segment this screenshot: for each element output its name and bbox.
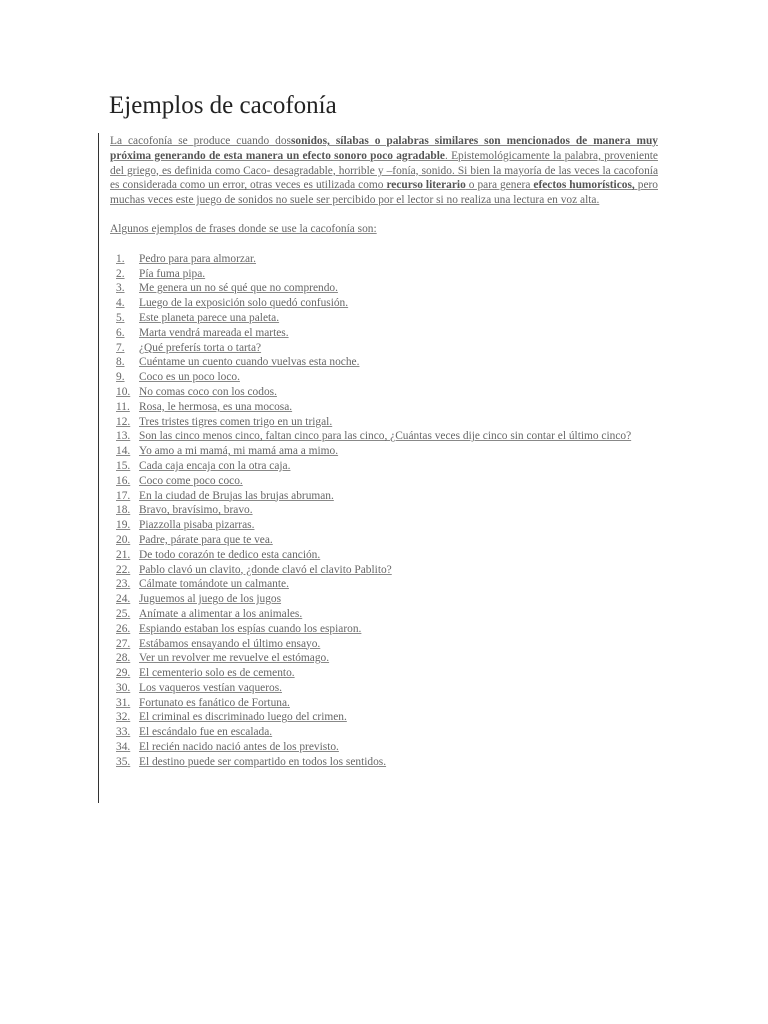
list-item-number: 35. (116, 755, 131, 768)
list-item-number: 11. (116, 400, 130, 413)
list-item-text: De todo corazón te dedico esta canción. (139, 548, 321, 561)
list-item-number: 32. (116, 711, 131, 724)
list-item (110, 637, 658, 652)
list-item-text: Espiando estaban los espías cuando los espiaron. (139, 622, 362, 635)
page-title: Ejemplos de cacofonía (109, 92, 337, 119)
list-item-text: Yo amo a mi mamá, mi mamá ama a mimo. (139, 445, 339, 458)
list-item-text: Cuéntame un cuento cuando vuelvas esta noche. (139, 356, 360, 369)
list-item (110, 281, 658, 296)
list-item (110, 607, 658, 622)
list-item-number: 9. (116, 371, 125, 384)
list-item-number: 21. (116, 548, 131, 561)
intro-text-4: pero muchas veces este juego de sonidos no suele ser percibido por el lector si no realiza una lectura en voz alta. (110, 179, 658, 207)
list-item-text: Marta vendrá mareada el martes. (139, 326, 289, 339)
list-item-number: 17. (116, 489, 131, 502)
intro-bold-3: efectos humorísticos, (533, 179, 635, 192)
list-item-text: Son las cinco menos cinco, faltan cinco para las cinco, ¿Cuántas veces dije cinco sin contar el último cinco? (139, 430, 632, 443)
intro-bold-1: sonidos, sílabas o palabras similares son mencionados de manera muy próxima generando de esta manera un efecto sonoro poco agradable (110, 135, 658, 162)
list-item (110, 400, 658, 415)
list-item-number: 4. (116, 297, 125, 310)
list-item-text: ¿Qué preferís torta o tarta? (139, 341, 262, 354)
list-item-text: Anímate a alimentar a los animales. (139, 607, 303, 620)
list-item (110, 252, 658, 267)
list-item-number: 8. (116, 356, 125, 369)
list-item (110, 696, 658, 711)
list-item (110, 548, 658, 563)
list-item-number: 26. (116, 622, 131, 635)
list-item-text: Luego de la exposición solo quedó confusión. (139, 297, 349, 310)
list-item-text: El escándalo fue en escalada. (139, 726, 273, 739)
list-item (110, 385, 658, 400)
list-item-text: El recién nacido nació antes de los previsto. (139, 741, 339, 754)
list-item-text: Rosa, le hermosa, es una mocosa. (139, 400, 293, 413)
list-item-text: Pedro para para almorzar. (139, 252, 257, 265)
list-item-text: Este planeta parece una paleta. (139, 311, 280, 324)
list-item-text: Me genera un no sé qué que no comprendo. (139, 282, 338, 295)
list-item-text: No comas coco con los codos. (139, 385, 277, 398)
list-item (110, 651, 658, 666)
list-item (110, 341, 658, 356)
list-item-number: 16. (116, 474, 131, 487)
list-item (110, 459, 658, 474)
list-item (110, 489, 658, 504)
list-item-number: 29. (116, 667, 131, 680)
list-item (110, 415, 658, 430)
intro-paragraph (110, 134, 658, 208)
list-item-number: 7. (116, 341, 125, 354)
list-item (110, 592, 658, 607)
list-item-number: 34. (116, 741, 131, 754)
list-item-text: Cálmate tomándote un calmante. (139, 578, 289, 591)
list-item-text: El cementerio solo es de cemento. (139, 667, 295, 680)
list-item-number: 1. (116, 252, 125, 265)
list-item-number: 18. (116, 504, 131, 517)
list-item (110, 577, 658, 592)
document-body (110, 134, 658, 770)
list-item-text: Los vaqueros vestían vaqueros. (139, 681, 282, 694)
list-item-number: 14. (116, 445, 131, 458)
list-item (110, 326, 658, 341)
list-item-number: 19. (116, 519, 131, 532)
list-item-text: Pablo clavó un clavito, ¿donde clavó el clavito Pablito? (139, 563, 392, 576)
list-item-text: El destino puede ser compartido en todos los sentidos. (139, 755, 387, 768)
list-item (110, 622, 658, 637)
list-item-number: 6. (116, 326, 125, 339)
list-item (110, 681, 658, 696)
list-item-number: 33. (116, 726, 131, 739)
list-item-text: Pía fuma pipa. (139, 267, 206, 280)
list-item-text: Coco es un poco loco. (139, 371, 240, 384)
list-item-number: 27. (116, 637, 131, 650)
list-item-number: 5. (116, 311, 125, 324)
list-item (110, 296, 658, 311)
list-item-number: 3. (116, 282, 125, 295)
list-item (110, 666, 658, 681)
list-item (110, 710, 658, 725)
list-item (110, 755, 658, 770)
list-item-text: Fortunato es fanático de Fortuna. (139, 696, 290, 709)
list-item (110, 267, 658, 282)
list-item-text: Bravo, bravísimo, bravo. (139, 504, 253, 517)
list-item (110, 311, 658, 326)
examples-lead: Algunos ejemplos de frases donde se use la cacofonía son: (110, 222, 377, 235)
list-item-text: Cada caja encaja con la otra caja. (139, 459, 291, 472)
list-item-number: 15. (116, 459, 131, 472)
examples-list (110, 252, 658, 770)
list-item-number: 30. (116, 681, 131, 694)
list-item-text: Estábamos ensayando el último ensayo. (139, 637, 321, 650)
list-item-number: 10. (116, 385, 131, 398)
list-item (110, 444, 658, 459)
list-item (110, 429, 658, 444)
list-item-text: Padre, párate para que te vea. (139, 533, 273, 546)
list-item-number: 22. (116, 563, 131, 576)
list-item-number: 23. (116, 578, 131, 591)
list-item-text: El criminal es discriminado luego del crimen. (139, 711, 347, 724)
list-item-text: Coco come poco coco. (139, 474, 243, 487)
list-item (110, 474, 658, 489)
list-item (110, 563, 658, 578)
list-item (110, 503, 658, 518)
list-item-number: 20. (116, 533, 131, 546)
intro-text-1: La cacofonía se produce cuando dos (110, 135, 291, 147)
list-item (110, 725, 658, 740)
list-item (110, 533, 658, 548)
list-item-number: 2. (116, 267, 125, 280)
revision-change-bar (98, 133, 99, 803)
intro-text-2: . Epistemológicamente la palabra, proveniente del griego, es definida como Caco- desagradable, horrible y –fonía, sonido. Si bien la mayoría de las veces la cacofonía es considerada como un error, otras veces es utilizada como (110, 149, 658, 192)
list-item-text: Tres tristes tigres comen trigo en un trigal. (139, 415, 333, 428)
list-item-text: Juguemos al juego de los jugos (139, 593, 282, 606)
list-item-number: 25. (116, 607, 131, 620)
list-item (110, 518, 658, 533)
list-item-text: Piazzolla pisaba pizarras. (139, 519, 255, 532)
intro-text-3: o para genera (465, 179, 534, 192)
intro-bold-2: recurso literario (386, 179, 466, 192)
list-item-number: 31. (116, 696, 131, 709)
list-item-number: 24. (116, 593, 131, 606)
list-item-text: En la ciudad de Brujas las brujas abruman. (139, 489, 334, 502)
list-item (110, 370, 658, 385)
list-item-number: 12. (116, 415, 131, 428)
list-item (110, 355, 658, 370)
list-item-number: 13. (116, 430, 131, 443)
list-item (110, 740, 658, 755)
list-item-number: 28. (116, 652, 131, 665)
list-item-text: Ver un revolver me revuelve el estómago. (139, 652, 330, 665)
